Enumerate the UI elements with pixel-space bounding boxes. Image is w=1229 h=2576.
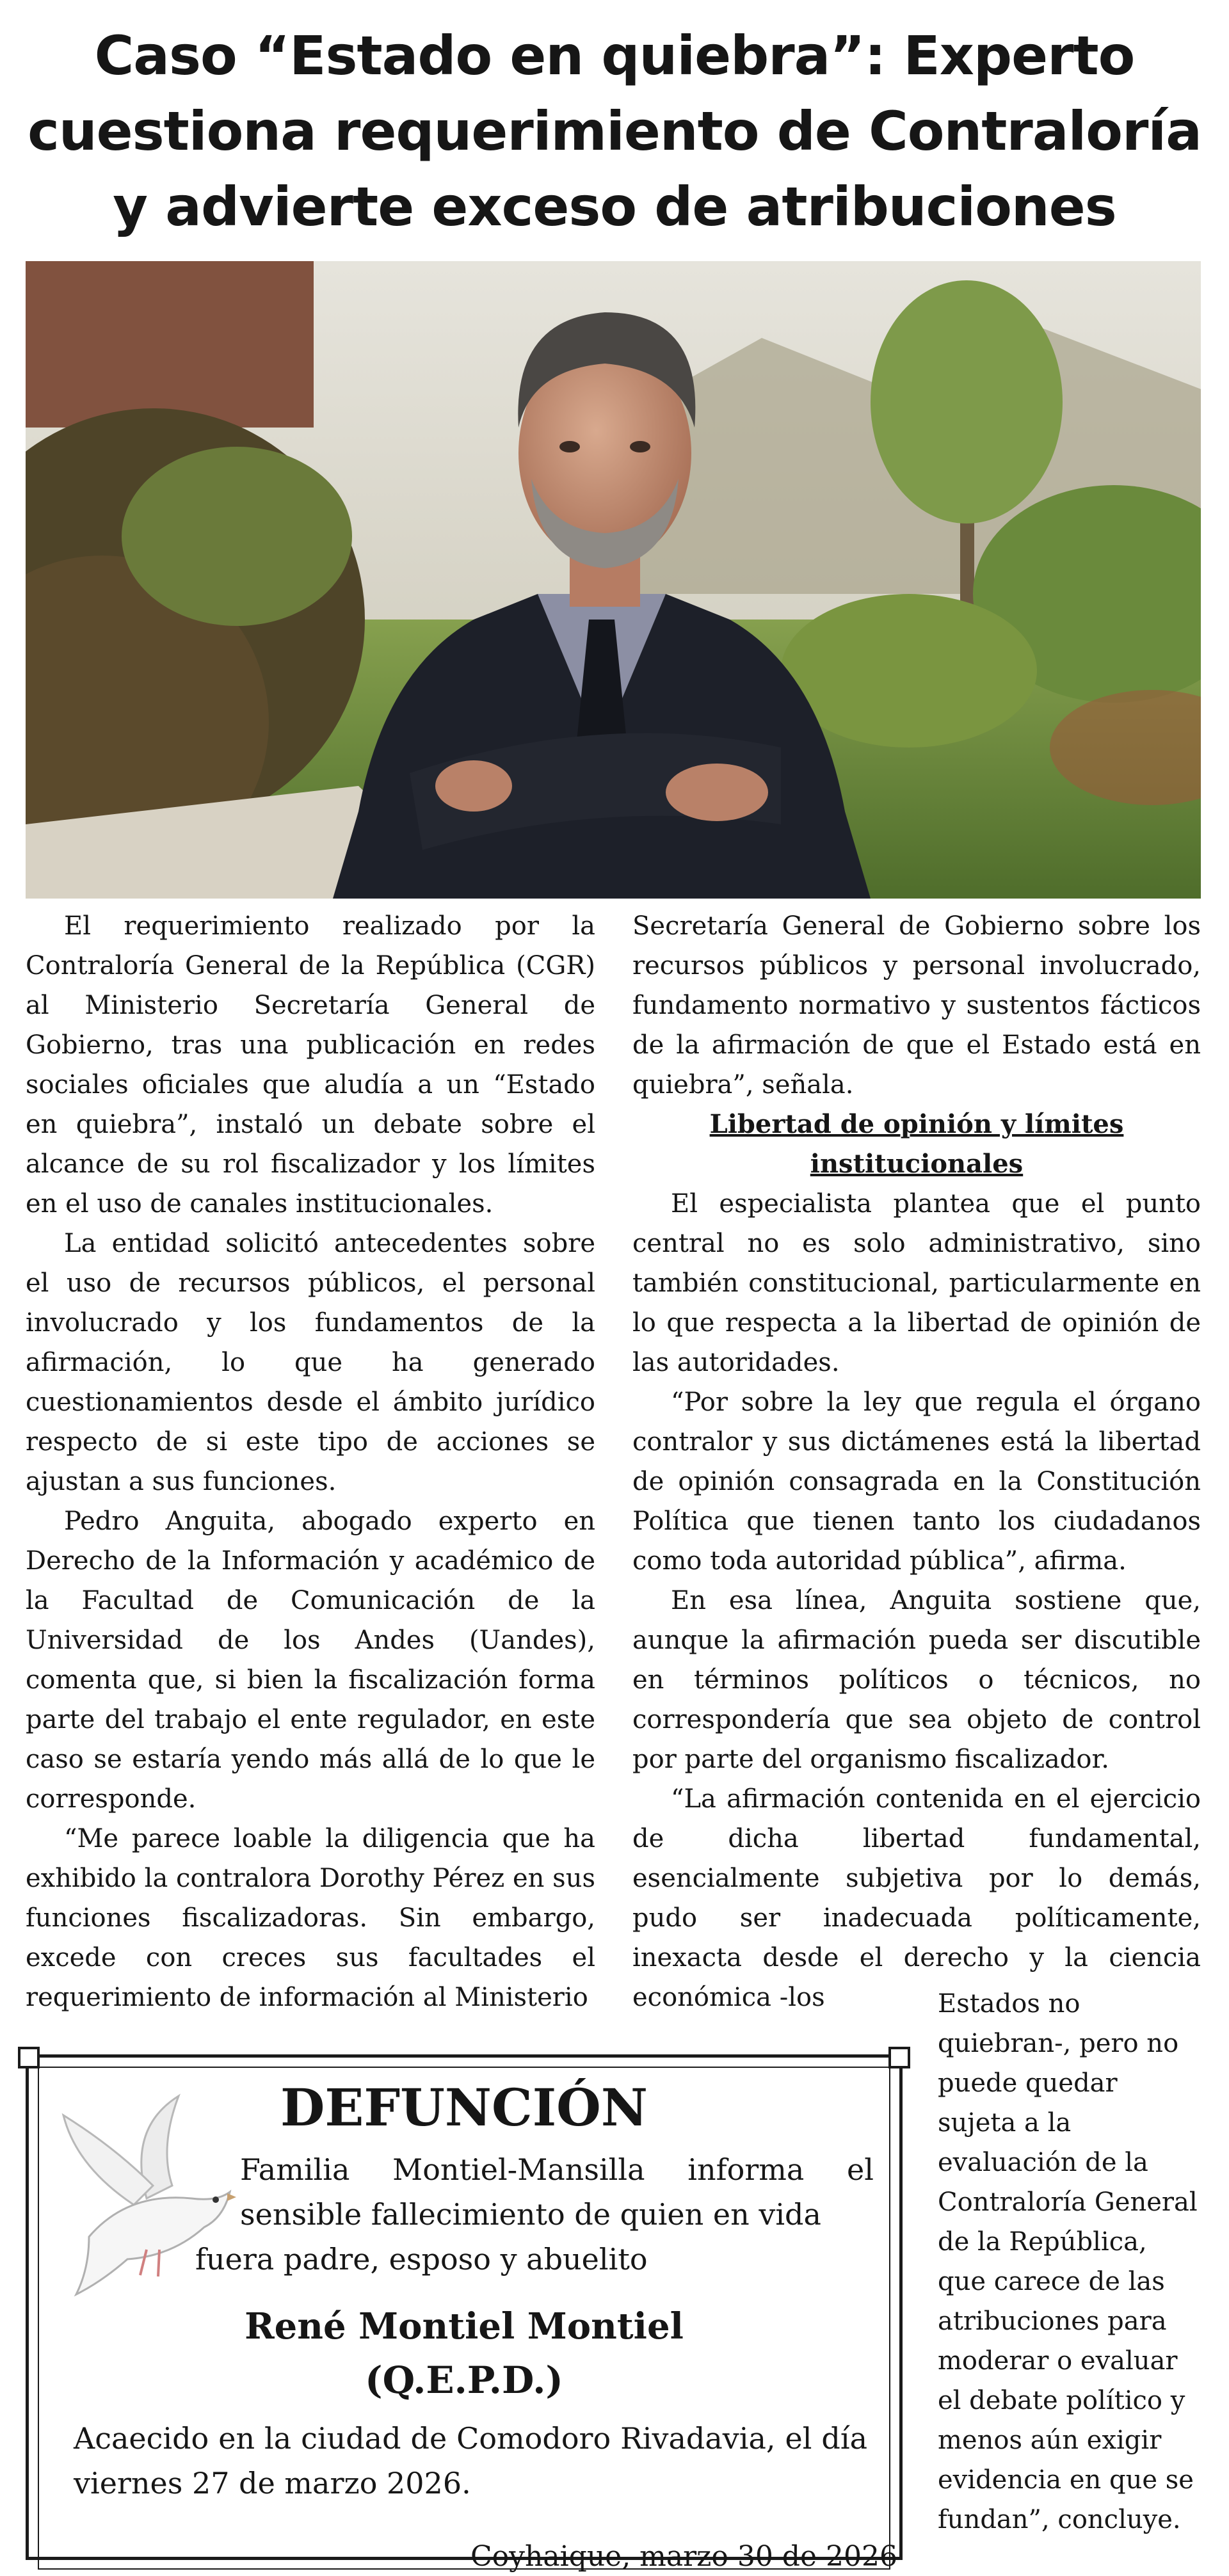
obituary-intro-end: fuera padre, esposo y abuelito bbox=[195, 2242, 648, 2276]
article-paragraph: La entidad solicitó antecedentes sobre el uso de recursos públicos, el personal involucrado y los fundamentos de la afirmación, lo que ha generado cuestionamientos desde el ámbito jurídico respecto de si este tipo de acciones se ajustan a sus funciones. bbox=[26, 1229, 595, 1496]
article-photo bbox=[26, 261, 1201, 899]
article-paragraph: El especialista plantea que el punto central no es solo administrativo, sino también constitucional, particularmente en lo que respecta a la libertad de opinión de las autoridades. bbox=[632, 1189, 1201, 1377]
article-paragraph: “Me parece loable la diligencia que ha exhibido la contralora Dorothy Pérez en sus funciones fiscalizadoras. Sin embargo, excede con creces sus facultades el requerimiento de información al Ministerio bbox=[26, 1824, 595, 2012]
obituary-intro: Familia Montiel-Mansilla informa el sensible fallecimiento de quien en vida bbox=[240, 2152, 874, 2232]
obituary-title: DEFUNCIÓN bbox=[280, 2077, 648, 2138]
frame-corner-ornament bbox=[888, 2047, 910, 2068]
article-paragraph: En esa línea, Anguita sostiene que, aunque la afirmación pueda ser discutible en términos políticos o técnicos, no correspondería que sea objeto de control por parte del organismo fiscalizador. bbox=[632, 1586, 1201, 1774]
article-paragraph-continued: Secretaría General de Gobierno sobre los recursos públicos y personal involucrado, fundamento normativo y sustentos fácticos de la afirmación de que el Estado está en quiebra”, señala. bbox=[632, 911, 1201, 1100]
article-paragraph: Estados no quiebran-, pero no puede quedar sujeta a la evaluación de la Contraloría General de la República, que carece de las atribuciones para moderar o evaluar el debate político y menos aún exigir evidencia en que se fundan”, concluye. bbox=[938, 1989, 1198, 2534]
obituary-footer: Coyhaique, marzo 30 de 2026 bbox=[470, 2540, 897, 2573]
article-paragraph: El requerimiento realizado por la Contraloría General de la República (CGR) al Ministerio Secretaría General de Gobierno, tras una publicación en redes sociales oficiales que aludía a un “Estado en quiebra”, instaló un debate sobre el alcance de su rol fiscalizador y los límites en el uso de canales institucionales. bbox=[26, 911, 595, 1219]
article-paragraph: “La afirmación contenida en el ejercicio de dicha libertad fundamental, esencialmente subjetiva por lo demás, pudo ser inadecuada políticamente, inexacta desde el derecho y la ciencia económica -los bbox=[632, 1784, 1201, 2012]
article-headline: Caso “Estado en quiebra”: Experto cuestiona requerimiento de Contraloría y advierte exceso de atribuciones bbox=[28, 24, 1201, 238]
article-paragraph: Pedro Anguita, abogado experto en Derecho de la Información y académico de la Facultad de Comunicación de la Universidad de los Andes (Uandes), comenta que, si bien la fiscalización forma parte del trabajo el ente regulador, en este caso se estaría yendo más allá de lo que le corresponde. bbox=[26, 1507, 595, 1814]
deceased-name: René Montiel Montiel bbox=[245, 2305, 684, 2348]
obituary-detail: Acaecido en la ciudad de Comodoro Rivadavia, el día viernes 27 de marzo 2026. bbox=[74, 2421, 867, 2500]
article-column-right bbox=[632, 906, 1201, 2017]
obituary-qepd: (Q.E.P.D.) bbox=[365, 2358, 563, 2402]
obituary-box bbox=[26, 2054, 903, 2573]
article-subheading: Libertad de opinión y límites institucionales bbox=[709, 1109, 1124, 1179]
article-column-left bbox=[26, 906, 595, 2017]
article-paragraph: “Por sobre la ley que regula el órgano contralor y sus dictámenes está la libertad de opinión consagrada en la Constitución Política que tienen tanto los ciudadanos como toda autoridad pública”, afirma. bbox=[632, 1388, 1201, 1576]
frame-corner-ornament bbox=[18, 2047, 40, 2068]
article-column-narrow bbox=[938, 1984, 1201, 2540]
